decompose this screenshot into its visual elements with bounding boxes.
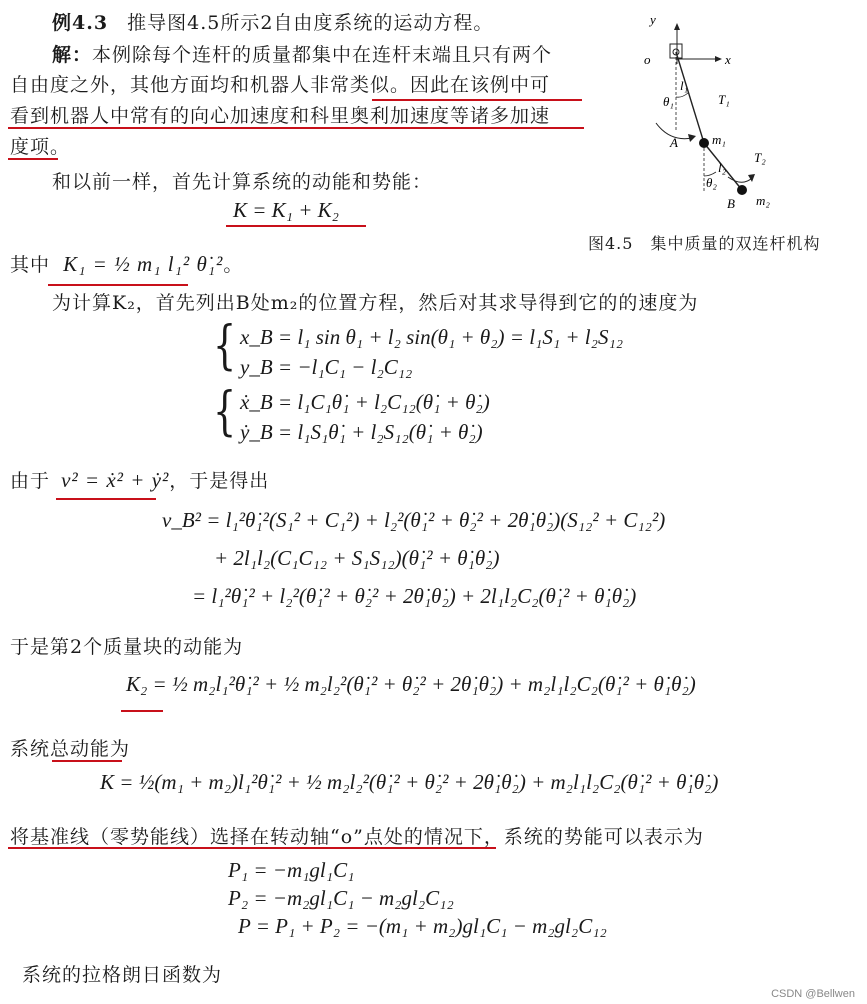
brace-velocity: { xyxy=(213,382,237,442)
annotation-underline xyxy=(226,225,366,227)
eq-yB-dot: ẏ_B = l₁S₁θ̇₁ + l₂S₁₂(θ̇₁ + θ̇₂) xyxy=(240,420,483,444)
solution-line-2: 自由度之外，其他方面均和机器人非常类似。因此在该例中可 xyxy=(10,74,551,96)
example-title: 推导图4.5所示2自由度系统的运动方程。 xyxy=(127,12,494,34)
solution-line-1: 解：本例除每个连杆的质量都集中在连杆末端且只有两个 xyxy=(52,44,553,66)
eq-P2: P₂ = −m₂gl₁C₁ − m₂gl₂C₁₂ xyxy=(228,886,454,910)
annotation-underline xyxy=(372,99,582,101)
label-l2: l₂ xyxy=(718,160,727,175)
eq-xB: x_B = l₁ sin θ₁ + l₂ sin(θ₁ + θ₂) = l₁S₁ + l₂S₁₂ xyxy=(240,325,624,349)
annotation-underline xyxy=(52,760,122,762)
eq-vB-line2: + 2l₁l₂(C₁C₁₂ + S₁S₁₂)(θ̇₁² + θ̇₁θ̇₂) xyxy=(214,546,500,570)
solution-lead: 解： xyxy=(52,44,93,66)
eq-P: P = P₁ + P₂ = −(m₁ + m₂)gl₁C₁ − m₂gl₂C₁₂ xyxy=(238,914,607,938)
base-block xyxy=(670,44,682,58)
brace-position: { xyxy=(213,316,237,376)
label-B: B xyxy=(727,196,735,211)
label-o: o xyxy=(644,52,651,67)
eq-vB-line3: = l₁²θ̇₁² + l₂²(θ̇₁² + θ̇₂² + 2θ̇₁θ̇₂) + 2l₁l₂C₂(θ̇₁² + θ̇₁θ̇₂) xyxy=(192,584,637,608)
where-K1: 其中 K₁ = ½ m₁ l₁² θ̇₁²。 xyxy=(10,252,244,276)
label-T1: T₁ xyxy=(718,92,730,107)
two-link-figure xyxy=(630,12,860,212)
label-theta1: θ₁ xyxy=(663,94,674,109)
eq-vB-line1: v_B² = l₁²θ̇₁²(S₁² + C₁²) + l₂²(θ̇₁² + θ̇₂² + 2θ̇₁θ̇₂)(S₁₂² + C₁₂²) xyxy=(162,508,666,532)
angle-arc-1 xyxy=(676,93,688,97)
total-kinetic-label: 系统总动能为 xyxy=(10,738,131,760)
second-mass-text: 于是第2个质量块的动能为 xyxy=(10,636,244,658)
label-m1: m₁ xyxy=(712,132,726,147)
eq-yB: y_B = −l₁C₁ − l₂C₁₂ xyxy=(240,355,413,379)
eq-v-squared: v² = ẋ² + ẏ² xyxy=(61,468,170,492)
eq-K1: K₁ = ½ m₁ l₁² θ̇₁² xyxy=(63,252,224,276)
torque-arrow-2 xyxy=(748,174,755,182)
annotation-underline xyxy=(8,158,58,160)
label-l1: l₁ xyxy=(680,78,689,93)
example-label: 例4.3 xyxy=(52,12,109,34)
link-1 xyxy=(676,52,704,143)
label-x: x xyxy=(725,52,731,67)
eq-K-total: K = ½(m₁ + m₂)l₁²θ̇₁² + ½ m₂l₂²(θ̇₁² + θ̇₂² + 2θ̇₁θ̇₂) + m₂l₁l₂C₂(θ̇₁² + θ̇₁θ̇₂) xyxy=(100,770,719,794)
lagrange-text: 系统的拉格朗日函数为 xyxy=(22,964,223,986)
label-m2: m₂ xyxy=(756,193,770,208)
label-A: A xyxy=(670,135,678,150)
eq-P1: P₁ = −m₁gl₁C₁ xyxy=(228,858,355,882)
solution-line-4: 度项。 xyxy=(10,136,71,158)
solution-line-3: 看到机器人中常有的向心加速度和科里奥利加速度等诸多加速 xyxy=(10,105,551,127)
mass-1 xyxy=(699,138,709,148)
annotation-underline xyxy=(56,498,156,500)
annotation-underline xyxy=(48,284,188,286)
label-T2: T₂ xyxy=(754,150,766,165)
compute-K2-text: 为计算K₂，首先列出B处m₂的位置方程，然后对其求导得到它的的速度为 xyxy=(52,292,699,314)
y-arrow xyxy=(674,23,680,30)
figure-caption: 图4.5 集中质量的双连杆机构 xyxy=(588,234,821,253)
eq-K2: K₂ = ½ m₂l₁²θ̇₁² + ½ m₂l₂²(θ̇₁² + θ̇₂² + 2θ̇₁θ̇₂) + m₂l₁l₂C₂(θ̇₁² + θ̇₁θ̇₂) xyxy=(126,672,696,696)
example-heading xyxy=(52,8,493,35)
watermark: CSDN @Bellwen xyxy=(771,988,855,1000)
annotation-underline xyxy=(8,127,584,129)
x-arrow xyxy=(715,56,722,62)
mass-2 xyxy=(737,185,747,195)
since-line: 由于 v² = ẋ² + ẏ²，于是得出 xyxy=(10,468,270,492)
label-y: y xyxy=(650,12,656,27)
first-compute-text: 和以前一样，首先计算系统的动能和势能： xyxy=(52,171,433,193)
annotation-underline xyxy=(121,710,163,712)
annotation-underline xyxy=(8,847,496,849)
potential-intro: 将基准线（零势能线）选择在转动轴“o”点处的情况下，系统的势能可以表示为 xyxy=(10,826,704,848)
torque-arrow-1 xyxy=(688,134,696,142)
label-theta2: θ₂ xyxy=(706,175,717,190)
eq-K: K = K₁ + K₂ xyxy=(233,198,339,222)
eq-xB-dot: ẋ_B = l₁C₁θ̇₁ + l₂C₁₂(θ̇₁ + θ̇₂) xyxy=(240,390,490,414)
